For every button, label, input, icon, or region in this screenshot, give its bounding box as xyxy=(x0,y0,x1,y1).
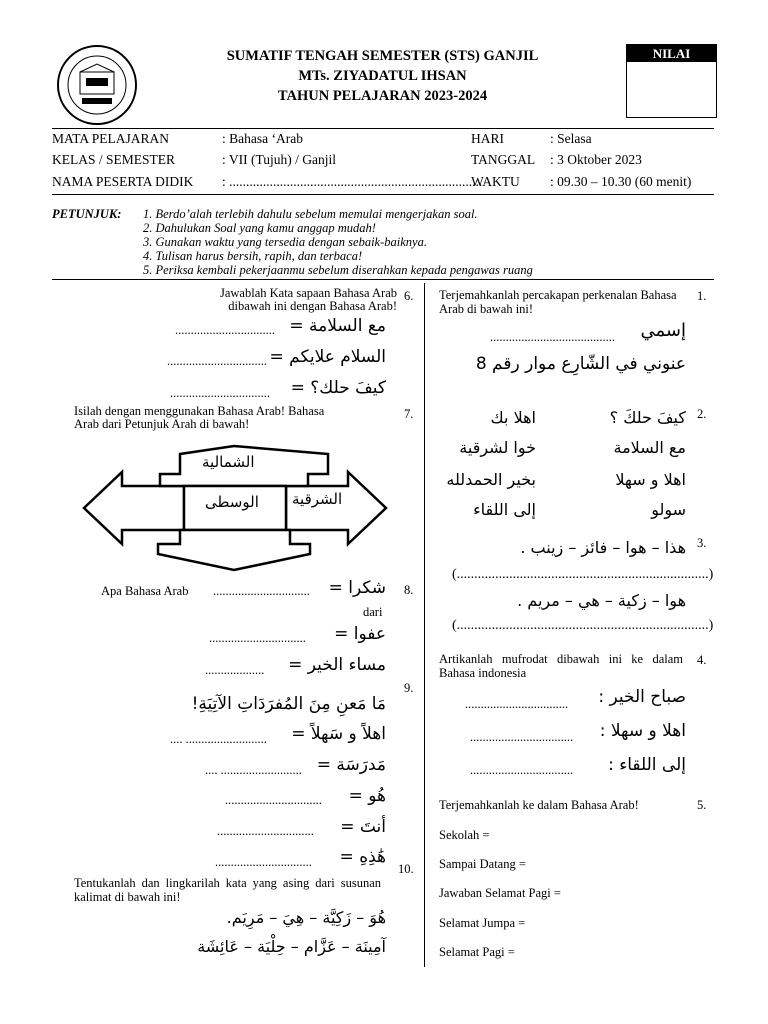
info-mapel-value: : Bahasa ‘Arab xyxy=(222,131,303,146)
arabic-text: كيفَ حلكَ ؟ xyxy=(609,408,686,427)
question-prompt: Terjemahkanlah ke dalam Bahasa Arab! xyxy=(439,798,639,812)
info-tanggal-value: : 3 Oktober 2023 xyxy=(550,152,642,167)
question-text: dari xyxy=(363,605,383,619)
instruction-item: 5. Periksa kembali pekerjaanmu sebelum diserahkan kepada pengawas ruang xyxy=(143,263,533,277)
answer-blank[interactable]: ............................... xyxy=(217,824,314,838)
arabic-text: آمِينَة – عَزَّام – حِلْيَة – عَائِشَة xyxy=(197,937,386,956)
arabic-text: هُوَ – زَكِيَّة – هِيَ – مَرِيَم. xyxy=(226,908,386,927)
arabic-text: خوا لشرقية xyxy=(459,438,536,457)
question-number: 10. xyxy=(398,862,414,876)
info-hari-value: : Selasa xyxy=(550,131,592,146)
question-prompt: Terjemahkanlah percakapan perkenalan Bahasa Arab di bawah ini! xyxy=(439,288,677,316)
arabic-text: هَٰذِهِ = xyxy=(339,847,386,867)
center-label: الوسطى xyxy=(205,493,259,511)
arabic-text: إسمي xyxy=(640,320,686,341)
score-box xyxy=(626,44,717,118)
arabic-text: بخير الحمدلله xyxy=(446,470,536,489)
arabic-text: السلام علايكم = xyxy=(269,347,386,367)
question-prompt: Jawablah Kata sapaan Bahasa Arab dibawah ini dengan Bahasa Arab! xyxy=(219,286,397,313)
answer-blank[interactable]: ............................... xyxy=(213,584,310,598)
question-number: 8. xyxy=(404,583,414,597)
arabic-text: هوا – زكية – هي – مريم . xyxy=(517,591,686,610)
divider xyxy=(52,279,714,280)
question-text: Apa Bahasa Arab xyxy=(101,584,189,598)
score-box-label: NILAI xyxy=(627,45,716,62)
answer-blank[interactable]: ................................. xyxy=(470,763,574,777)
arabic-text: مَدرَسَة = xyxy=(316,755,386,775)
question-title-arabic: مَا مَعنِ مِنَ المُفرَدَاتِ الآتِيَةِ! xyxy=(191,694,386,714)
answer-blank[interactable]: ................... xyxy=(205,663,265,677)
info-kelas-label: KELAS / SEMESTER xyxy=(52,152,176,167)
question-number: 4. xyxy=(697,653,707,667)
instruction-item: 2. Dahulukan Soal yang kamu anggap mudah! xyxy=(143,221,376,235)
south-arrow-shape xyxy=(158,530,310,570)
answer-blank[interactable]: ............................... xyxy=(225,793,322,807)
arabic-text: اهلاً و سَهلاً = xyxy=(291,724,386,744)
arabic-text: شكرا = xyxy=(328,578,386,598)
arabic-text: اهلا و سهلا xyxy=(615,470,686,489)
instruction-item: 1. Berdo’alah terlebih dahulu sebelum memulai mengerjakan soal. xyxy=(143,207,478,221)
answer-blank[interactable]: ................................. xyxy=(465,697,569,711)
answer-blank[interactable]: (........................................................................) xyxy=(452,567,714,582)
answer-blank[interactable]: ................................. xyxy=(470,730,574,744)
exam-title: SUMATIF TENGAH SEMESTER (STS) GANJIL xyxy=(226,48,539,64)
arabic-text: مساء الخير = xyxy=(288,655,386,675)
answer-blank[interactable]: ................................ xyxy=(167,354,267,368)
arabic-text: أنتَ = xyxy=(340,817,386,837)
info-hari-label: HARI xyxy=(471,131,504,146)
arabic-text: سولو xyxy=(651,500,686,519)
question-number: 1. xyxy=(697,289,707,303)
arabic-text: إلى اللقاء xyxy=(473,500,536,519)
exam-header xyxy=(150,48,615,105)
question-number: 9. xyxy=(404,681,414,695)
instruction-item: 3. Gunakan waktu yang tersedia dengan sebaik-baiknya. xyxy=(143,235,427,249)
info-tanggal-label: TANGGAL xyxy=(471,152,536,167)
arabic-text: إلى اللقاء : xyxy=(608,755,686,775)
question-prompt: Artikanlah mufrodat dibawah ini ke dalam Bahasa indonesia xyxy=(439,652,683,680)
answer-blank[interactable]: ............................... xyxy=(209,631,306,645)
instructions-label: PETUNJUK: xyxy=(52,207,122,221)
answer-blank[interactable]: (........................................................................) xyxy=(452,618,714,633)
arabic-text: صباح الخير : xyxy=(598,687,686,707)
instruction-item: 4. Tulisan harus bersih, rapih, dan terbaca! xyxy=(143,249,363,263)
answer-line: Sekolah = xyxy=(439,828,490,842)
answer-line: Selamat Jumpa = xyxy=(439,916,526,930)
info-nama-value: : ........................................................................... xyxy=(222,174,483,189)
info-waktu-value: : 09.30 – 10.30 (60 menit) xyxy=(550,174,692,189)
question-number: 5. xyxy=(697,798,707,812)
answer-blank[interactable]: ................................ xyxy=(170,386,270,400)
answer-blank[interactable]: .... .......................... xyxy=(170,732,267,746)
info-mapel-label: MATA PELAJARAN xyxy=(52,131,170,146)
answer-blank[interactable]: ............................... xyxy=(215,855,312,869)
school-name: MTs. ZIYADATUL IHSAN xyxy=(298,68,467,84)
arabic-text: هذا – هوا – فائز – زينب . xyxy=(520,538,686,557)
info-nama-label: NAMA PESERTA DIDIK xyxy=(52,174,194,189)
academic-year: TAHUN PELAJARAN 2023-2024 xyxy=(277,88,488,104)
info-waktu-label: WAKTU xyxy=(471,174,520,189)
arabic-text: اهلا بك xyxy=(490,408,536,427)
arabic-text: عنوني في الشّارِع موار رقم 8 xyxy=(475,354,686,374)
question-number: 6. xyxy=(404,289,414,303)
column-divider xyxy=(424,283,425,967)
instructions-list xyxy=(143,207,533,277)
answer-line: Sampai Datang = xyxy=(439,857,526,871)
arabic-text: هُو = xyxy=(348,786,386,806)
arabic-text: مع السلامة xyxy=(613,438,686,457)
answer-blank[interactable]: ................................ xyxy=(175,323,275,337)
question-prompt: Tentukanlah dan lingkarilah kata yang asing dari susunan kalimat di bawah ini! xyxy=(74,876,381,904)
answer-blank[interactable]: .... .......................... xyxy=(205,763,302,777)
east-label: الشرقية xyxy=(292,490,343,508)
divider xyxy=(52,194,714,195)
arabic-text: عفوا = xyxy=(334,624,386,644)
north-label: الشمالية xyxy=(202,453,255,471)
arabic-text: اهلا و سهلا : xyxy=(599,721,686,741)
arabic-text: مع السلامة = xyxy=(289,316,386,336)
arabic-text: كيفَ حلك؟ = xyxy=(290,378,386,398)
divider xyxy=(52,128,714,129)
answer-line: Selamat Pagi = xyxy=(439,945,515,959)
answer-blank[interactable]: ........................................ xyxy=(490,330,615,344)
question-number: 7. xyxy=(404,407,414,421)
answer-line: Jawaban Selamat Pagi = xyxy=(439,886,561,900)
question-number: 2. xyxy=(697,407,707,421)
school-logo xyxy=(56,44,138,126)
question-number: 3. xyxy=(697,536,707,550)
info-kelas-value: : VII (Tujuh) / Ganjil xyxy=(222,152,337,167)
question-prompt: Isilah dengan menggunakan Bahasa Arab! Bahasa Arab dari Petunjuk Arah di bawah! xyxy=(74,404,325,431)
